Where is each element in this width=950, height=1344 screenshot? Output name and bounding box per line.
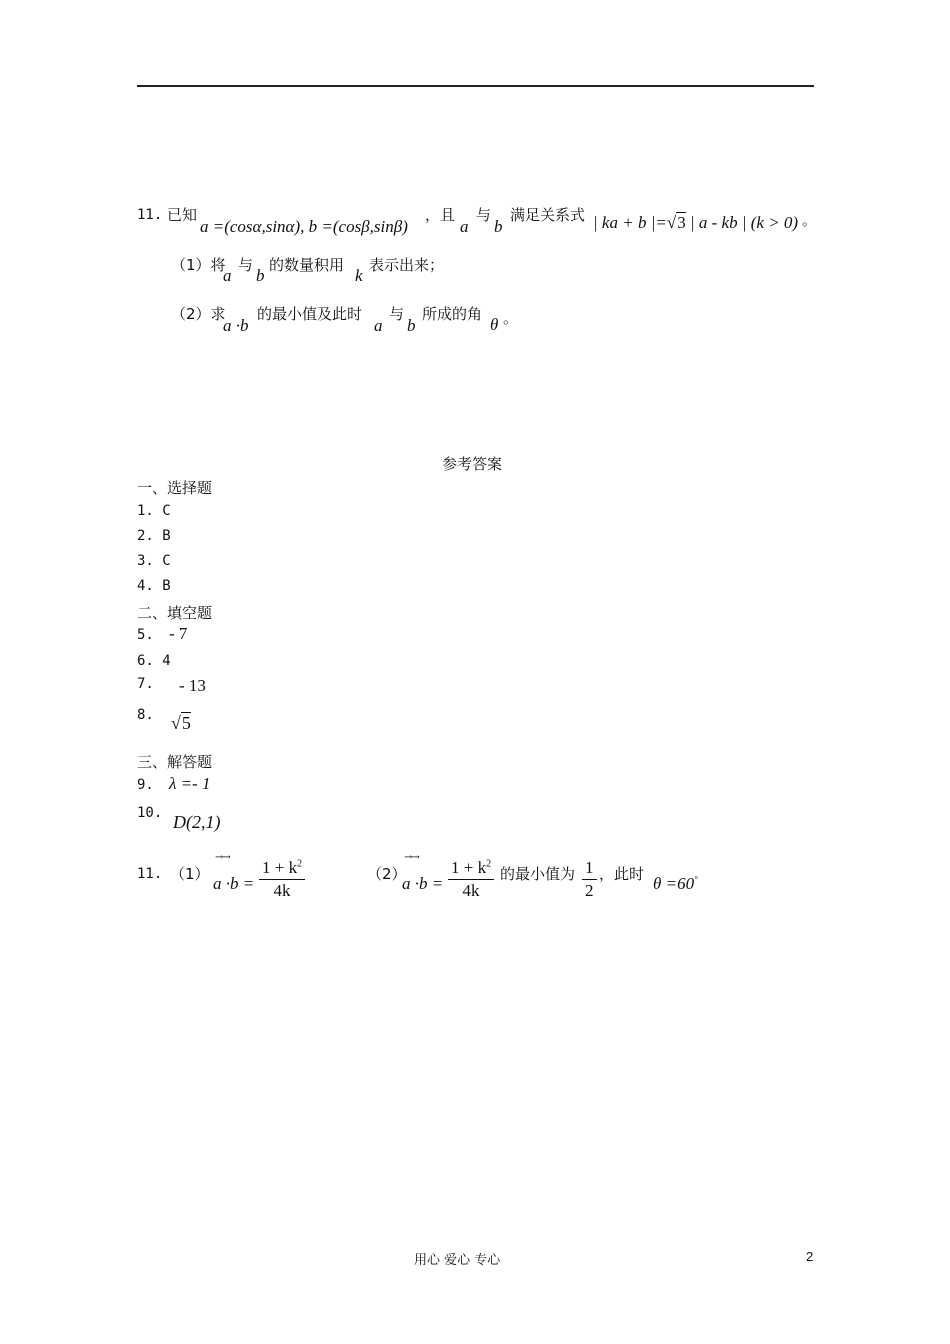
footer-text: 用心 爱心 专心: [414, 1253, 501, 1268]
part2-dot-product: a ·b: [223, 316, 249, 335]
answer-8-value: √5: [170, 713, 191, 733]
section-solve: 三、解答题: [137, 753, 213, 771]
theta-value: θ =60: [653, 874, 695, 893]
answer-10: [137, 802, 221, 832]
header-rule: [137, 85, 814, 87]
answer-11-part1-fraction: [259, 858, 305, 901]
answer-11-half: [582, 858, 597, 901]
part1-k: k: [355, 266, 363, 285]
answer-11-number: 11.: [137, 866, 163, 882]
vector-a: a: [460, 217, 469, 236]
answer-9-value: λ =- 1: [168, 774, 211, 793]
problem-intro: 已知: [167, 206, 198, 224]
answer-11-part2-lhs: a ·b =: [402, 874, 444, 893]
section-fill: 二、填空题: [137, 604, 213, 622]
relation-right: | a - kb | (k > 0): [689, 213, 799, 232]
answer-8: [137, 703, 191, 733]
fraction-numerator: 1 + k: [262, 858, 298, 877]
fraction-denominator-2: 4k: [462, 881, 480, 900]
answer-11-part2-label: （2）: [367, 865, 407, 883]
answer-10-value: D(2,1): [173, 812, 221, 832]
answer-5: [137, 624, 187, 644]
part1-with: 与: [238, 256, 254, 274]
satisfy-text: 满足关系式: [510, 206, 586, 224]
answer-3: 3. C: [137, 553, 171, 569]
degree-sign: °: [694, 874, 698, 885]
problem-number: 11.: [137, 207, 163, 223]
and-text: ，且: [425, 206, 456, 224]
answer-8-radicand: 5: [181, 713, 191, 733]
half-denominator: 2: [585, 881, 594, 900]
with-text: 与: [476, 206, 492, 224]
part2-tail: 所成的角: [422, 305, 483, 323]
answers-title: 参考答案: [442, 455, 503, 473]
relation-expr: | ka + b |=√3 | a - kb | (k > 0): [593, 213, 799, 232]
answer-11-part1-label: （1）: [170, 865, 210, 883]
section-choice: 一、选择题: [137, 479, 213, 497]
answer-2: 2. B: [137, 528, 171, 544]
answer-7-value: - 13: [178, 676, 206, 695]
part2-with: 与: [389, 305, 405, 323]
answer-11-theta: [653, 874, 698, 894]
fraction-exponent: 2: [297, 858, 303, 870]
part2-label: （2）求: [171, 305, 226, 323]
fraction-exponent-2: 2: [486, 858, 492, 870]
vector-arrows-icon-2: →→: [404, 852, 419, 863]
answer-7-number: 7.: [137, 676, 154, 692]
answer-1: 1. C: [137, 503, 171, 519]
answer-4: 4. B: [137, 578, 171, 594]
part2-theta: θ: [490, 315, 499, 334]
relation-sqrt: 3: [677, 213, 686, 232]
vector-arrows-icon: →→: [215, 852, 230, 863]
answer-11-part1-lhs: a ·b =: [213, 874, 255, 893]
end-mark: 。: [802, 211, 818, 229]
part2-end: 。: [503, 309, 519, 327]
part1-mid: 的数量积用: [269, 256, 345, 274]
half-numerator: 1: [582, 858, 597, 880]
answer-10-number: 10.: [137, 805, 163, 821]
answer-11: [137, 852, 737, 912]
relation-left: | ka + b |=: [593, 213, 667, 232]
answer-11-at-text: ，此时: [599, 865, 645, 883]
part2-vector-a: a: [374, 316, 383, 335]
page-number: 2: [806, 1249, 814, 1264]
part1-tail: 表示出来；: [369, 256, 445, 274]
answer-9-number: 9.: [137, 777, 154, 793]
answer-5-number: 5.: [137, 627, 154, 643]
part1-vector-b: b: [256, 266, 265, 285]
vector-b: b: [494, 217, 503, 236]
answer-7: [137, 673, 206, 693]
part1-vector-a: a: [223, 266, 232, 285]
answer-5-value: - 7: [168, 624, 188, 643]
fraction-denominator: 4k: [273, 881, 291, 900]
part1-label: （1）将: [171, 256, 226, 274]
answer-8-number: 8.: [137, 707, 154, 723]
answer-6: 6. 4: [137, 653, 171, 669]
answer-11-part2-fraction: [448, 858, 494, 901]
given-vectors-expr: a =(cosα,sinα), b =(cosβ,sinβ): [200, 217, 408, 236]
answer-11-min-text: 的最小值为: [500, 865, 576, 883]
fraction-numerator-2: 1 + k: [451, 858, 487, 877]
part2-mid: 的最小值及此时: [257, 305, 363, 323]
answer-9: [137, 774, 210, 794]
part2-vector-b: b: [407, 316, 416, 335]
